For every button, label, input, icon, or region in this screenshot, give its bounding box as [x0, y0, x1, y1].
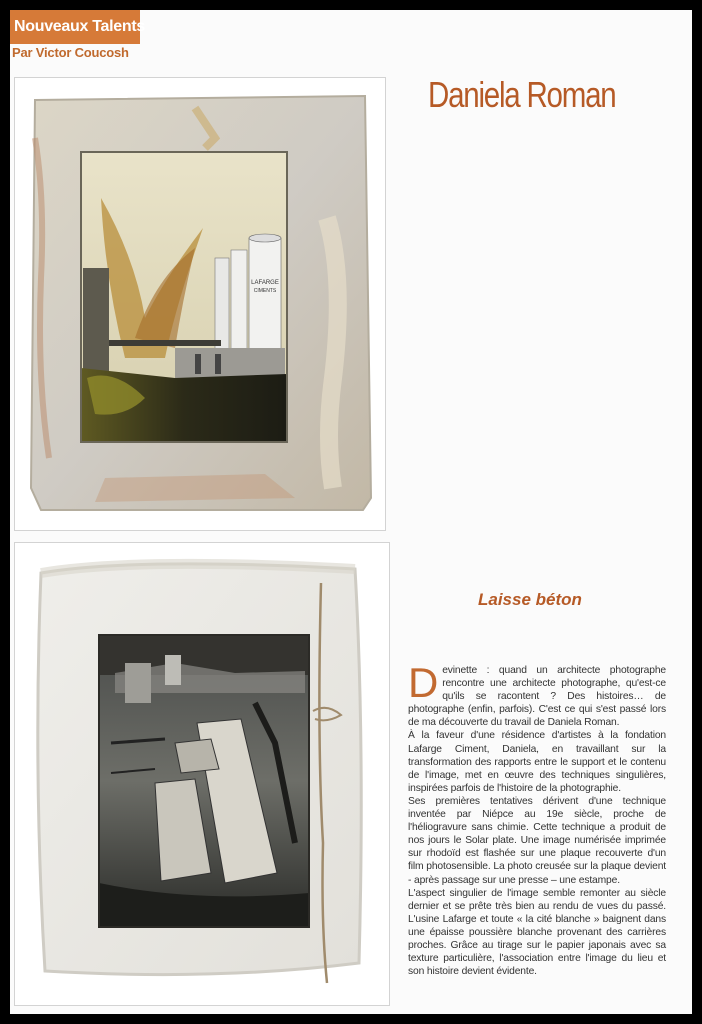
article-subtitle: Laisse béton	[478, 590, 582, 609]
article-paragraph: À la faveur d'une résidence d'artistes à la fondation Lafarge Ciment, Daniela, en travaillant sur la transformation des rapports entre le support et le contenu de l'image, met en œuvre des techniques singulières, inspirées parfois de l'histoire de la photographie.	[408, 730, 666, 794]
artwork-2-image	[15, 543, 389, 1005]
article-title: Daniela Roman	[428, 74, 616, 115]
artwork-photo-1	[14, 77, 386, 531]
silo-label-1: LAFARGE	[251, 280, 279, 286]
article-paragraph: L'aspect singulier de l'image semble remonter au siècle dernier et se prête très bien au rendu de vues du passé. L'usine Lafarge et toute « la cité blanche » baignent dans une épaisse poussière blanche provenant des carrières proches. Grâce au tirage sur le papier japonais avec sa texture particulière, l'association entre l'image du lieu et son histoire devient évidente.	[408, 887, 666, 978]
artwork-photo-2	[14, 542, 390, 1006]
artwork-1-image	[15, 78, 385, 530]
article-paragraph: Devinette : quand un architecte photographe rencontre une architecte photographe, qu'est-ce qu'ils se racontent ? Des histoires… de photographe (enfin, parfois). C'est ce qui s'est passé lors de ma découverte du travail de Daniela Roman.	[408, 659, 666, 729]
article-paragraph: Ses premières tentatives dérivent d'une technique inventée par Niépce au 19e siècle, proche de l'héliogravure sans chimie. Cette technique a produit de nos jours le Solar plate. Une image numérisée imprimée sur rhodoïd est flashée sur une plaque recouverte d'un film photosensible. La photo creusée sur la plaque devient - après passage sur une presse – une estampe.	[408, 795, 666, 886]
article-body	[408, 659, 666, 978]
silo-label-2: CIMENTS	[253, 288, 277, 294]
section-badge: Nouveaux Talents	[10, 10, 140, 44]
magazine-page	[10, 10, 692, 1014]
drop-cap: D	[408, 659, 439, 706]
author-byline: Par Victor Coucosh	[12, 45, 129, 60]
